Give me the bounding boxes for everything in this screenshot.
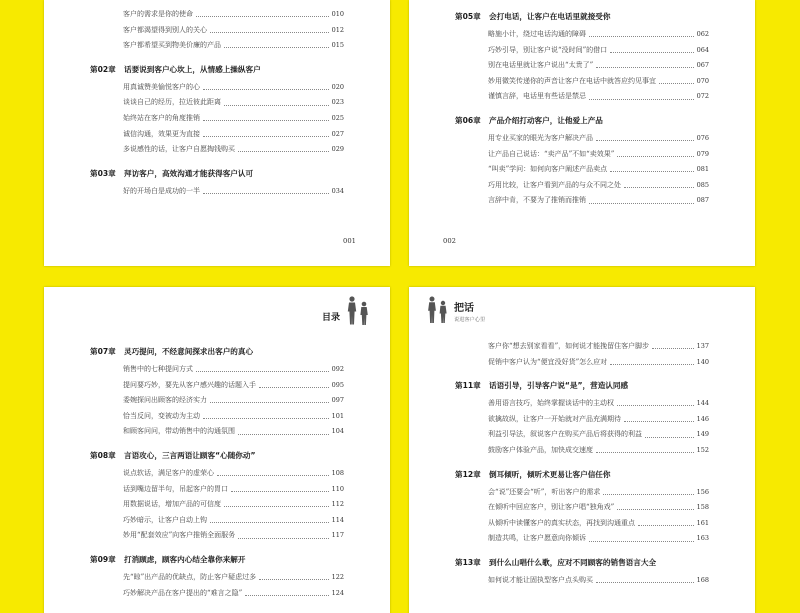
chapter-heading: 第13章 到什么山唱什么歌，应对不同顾客的销售语言大全 (455, 557, 657, 567)
chapter-heading: 第12章 倒耳倾听，倾听术更易让客户信任你 (455, 469, 611, 479)
toc-entry: 鼓励客户体验产品，加快成交速度 152 (488, 445, 709, 454)
toc-entry: 用专业买家的眼光为客户解决产品 076 (488, 133, 709, 142)
toc-entry: 和顾客问问，带动销售中的沟通氛围 104 (123, 427, 344, 436)
toc-list (44, 342, 390, 601)
page-number: 001 (343, 237, 356, 245)
toc-entry: 巧用比较，让客户看到产品的与众不同之处 085 (488, 180, 709, 189)
chapter-heading: 第08章 言语攻心，三言两语让顾客“心随你动” (90, 450, 256, 460)
book-subtitle: 说进客户心里 (454, 317, 486, 323)
toc-entry: 巧妙暗示，让客户自动上钩 114 (123, 515, 344, 524)
toc-entry: 促销中客户认为“便宜没好货”怎么应对 140 (488, 357, 709, 366)
toc-entry: 恰当反问，变被动为主动 101 (123, 411, 344, 420)
toc-entry: 委婉探问出顾客的经济实力 097 (123, 396, 344, 405)
toc-entry: 话到嘴边留半句，吊起客户的胃口 110 (123, 484, 344, 493)
toc-entry: 在倾听中回应客户，别让客户唱“独角戏” 158 (488, 503, 709, 512)
toc-page-3 (44, 287, 390, 613)
toc-entry: 欲擒故纵，让客户一开始就对产品充满期待 146 (488, 414, 709, 423)
toc-entry: 妙用微笑传递你的声音让客户在电话中就答应约见事宜 070 (488, 76, 709, 85)
toc-entry: 从倾听中读懂客户的真实状态，再找到沟通重点 161 (488, 518, 709, 527)
toc-entry: “叫卖”学问：如何向客户阐述产品卖点 081 (488, 165, 709, 174)
toc-entry: 谈谈自己的经历，拉近彼此距离 023 (123, 98, 344, 107)
toc-entry: 制造共鸣，让客户愿意向你倾诉 163 (488, 534, 709, 543)
toc-entry: 先“晾”出产品的优缺点，防止客户疑虑过多 122 (123, 572, 344, 581)
toc-entry: 妙用“配套效应”向客户推销全面服务 117 (123, 531, 344, 540)
toc-list (44, 7, 390, 199)
toc-entry: 略施小计，绕过电话沟通的障碍 062 (488, 30, 709, 38)
toc-entry: 客户都希望买到物美价廉的产品 015 (123, 41, 344, 50)
toc-entry: 销售中的七种提问方式 092 (123, 365, 344, 373)
chapter-heading: 第07章 灵巧提问，不经意间探求出客户的真心 (90, 347, 254, 356)
toc-entry: 始终站在客户的角度推销 025 (123, 113, 344, 122)
toc-list (409, 339, 755, 589)
page-number: 002 (443, 237, 456, 245)
business-people-icon (425, 295, 451, 325)
chapter-heading: 第03章 拜访客户，高效沟通才能获得客户认可 (90, 168, 254, 178)
toc-entry: 多说感性的话，让客户自愿掏钱购买 029 (123, 145, 344, 154)
toc-entry: 好的开场白是成功的一半 034 (123, 186, 344, 195)
chapter-heading: 第02章 话要说到客户心坎上，从情感上操纵客户 (90, 64, 261, 74)
toc-entry: 说点软话，满足客户的虚荣心 108 (123, 468, 344, 477)
toc-entry: 如何说才能让固执型客户点头购买 168 (488, 575, 709, 584)
contents-label: 目录 (321, 313, 340, 323)
toc-entry: 会“说”还要会“听”，听出客户的需求 156 (488, 487, 709, 496)
toc-entry: 巧妙解决产品在客户提出的“难言之隐” 124 (123, 588, 344, 597)
toc-entry: 客户都渴望得到别人的关心 012 (123, 25, 344, 34)
chapter-heading: 第06章 产品介绍打动客户，让他爱上产品 (455, 115, 603, 125)
page-header (322, 295, 372, 327)
toc-entry: 别在电话里就让客户说出“太贵了” 067 (488, 61, 709, 70)
toc-entry: 用真诚赞美愉悦客户的心 020 (123, 82, 344, 91)
toc-entry: 利益引导法，叙说客户在购买产品后将获得的利益 149 (488, 430, 709, 439)
toc-entry: 善用语言技巧，始终掌握谈话中的主动权 144 (488, 399, 709, 408)
toc-page-2 (409, 0, 755, 266)
toc-entry: 用数据说话，增加产品的可信度 112 (123, 500, 344, 509)
toc-entry: 客户你“想去别家看看”，如何说才能挽留住客户脚步 137 (488, 342, 709, 350)
toc-entry: 提问要巧妙，要先从客户感兴趣的话题入手 095 (123, 380, 344, 389)
toc-list (409, 7, 755, 209)
page-header (425, 295, 485, 325)
business-people-icon (344, 295, 372, 327)
toc-entry: 客户的需求是你的使命 010 (123, 10, 344, 18)
chapter-heading: 第05章 会打电话，让客户在电话里就接受你 (455, 12, 611, 21)
book-title: 把话 (454, 303, 474, 314)
toc-page-1 (44, 0, 390, 266)
toc-entry: 谨慎言辞，电话里有些话是禁忌 072 (488, 92, 709, 101)
chapter-heading: 第11章 话语引导，引导客户说“是”，营造认同感 (455, 381, 629, 391)
toc-page-4 (409, 287, 755, 613)
chapter-heading: 第09章 打消顾虑，顾客内心结全靠你来解开 (90, 554, 246, 564)
toc-entry: 让产品自己说话：“卖产品”不如“卖效果” 079 (488, 149, 709, 158)
toc-entry: 言辞中肯，不要为了推销而推销 087 (488, 196, 709, 205)
toc-entry: 诚信沟通，效果更为直接 027 (123, 129, 344, 138)
toc-entry: 巧妙引导，别让客户说“没时间”的借口 064 (488, 45, 709, 54)
